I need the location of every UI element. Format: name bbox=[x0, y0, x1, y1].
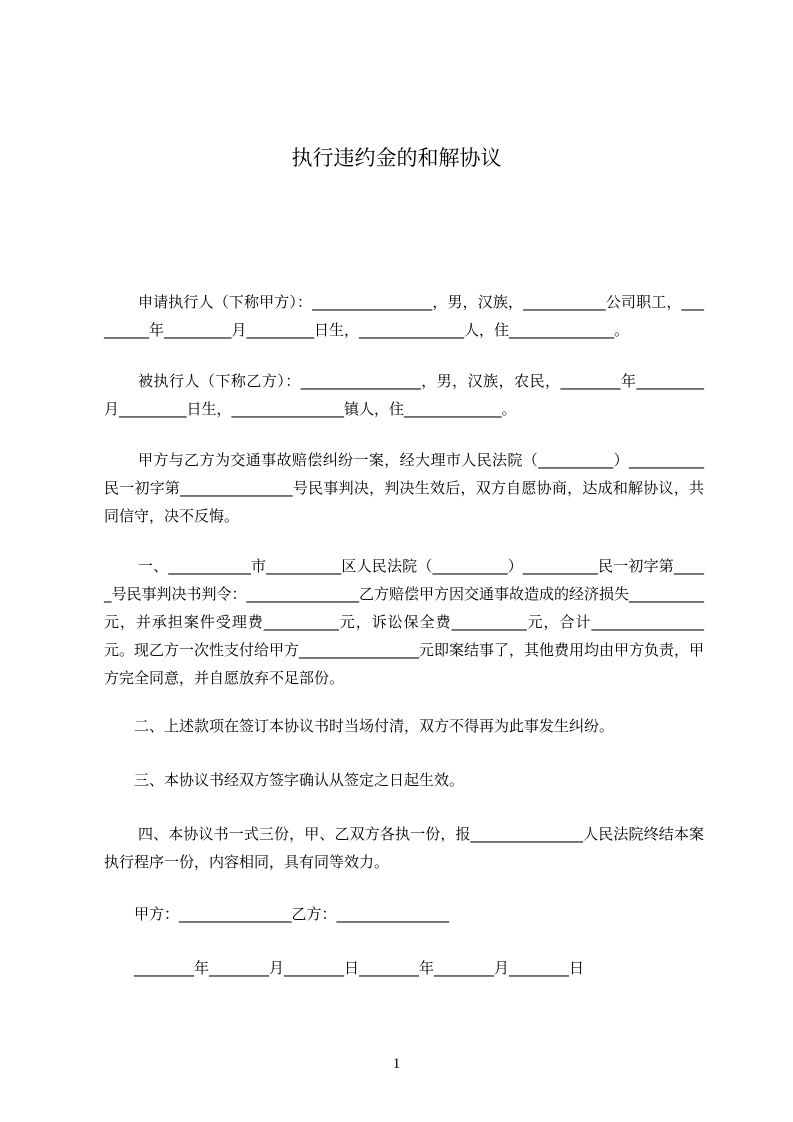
background-paragraph: 甲方与乙方为交通事故赔偿纠纷一案，经大理市人民法院（__________）__________民一初字第_______________号民事判决，判决生效后，双方自愿协商，达成和解协议，共同信守，决不反悔。 bbox=[104, 451, 704, 525]
clause-3-paragraph: 三、本协议书经双方签字确认从签定之日起生效。 bbox=[134, 771, 465, 789]
clause-2-paragraph: 二、上述款项在签订本协议书时当场付清，双方不得再为此事发生纠纷。 bbox=[134, 717, 615, 735]
party-b-paragraph: 被执行人（下称乙方）：________________，男，汉族，农民，________年_________月_________日生，_______________镇人，住_____________。 bbox=[104, 372, 704, 418]
party-a-paragraph: 申请执行人（下称甲方）：________________，男，汉族，___________公司职工，_________年_________月_________日生，______________人，住______________。 bbox=[104, 293, 704, 339]
clause-1-paragraph: 一、___________市__________区人民法院（__________）__________民一初字第_____号民事判决书判令：_______________乙方赔偿甲方因交通事故造成的经济损失__________元，并承担案件受理费__________元，诉讼保全费__________元，合计_______________元。现乙方一次性支付给甲方________________元即案结事了，其他费用均由甲方负责，甲方完全同意，并自愿放弃不足部份。 bbox=[104, 557, 705, 687]
page-number: 1 bbox=[392, 1056, 401, 1072]
signature-line: 甲方：_______________乙方：_______________ bbox=[134, 905, 450, 923]
date-line: ________年________月________日________年________月________日 bbox=[134, 959, 585, 977]
clause-4-paragraph: 四、本协议书一式三份，甲、乙双方各执一份，报_______________人民法院终结本案执行程序一份，内容相同，具有同等效力。 bbox=[104, 825, 704, 871]
document-title: 执行违约金的和解协议 bbox=[291, 146, 502, 170]
